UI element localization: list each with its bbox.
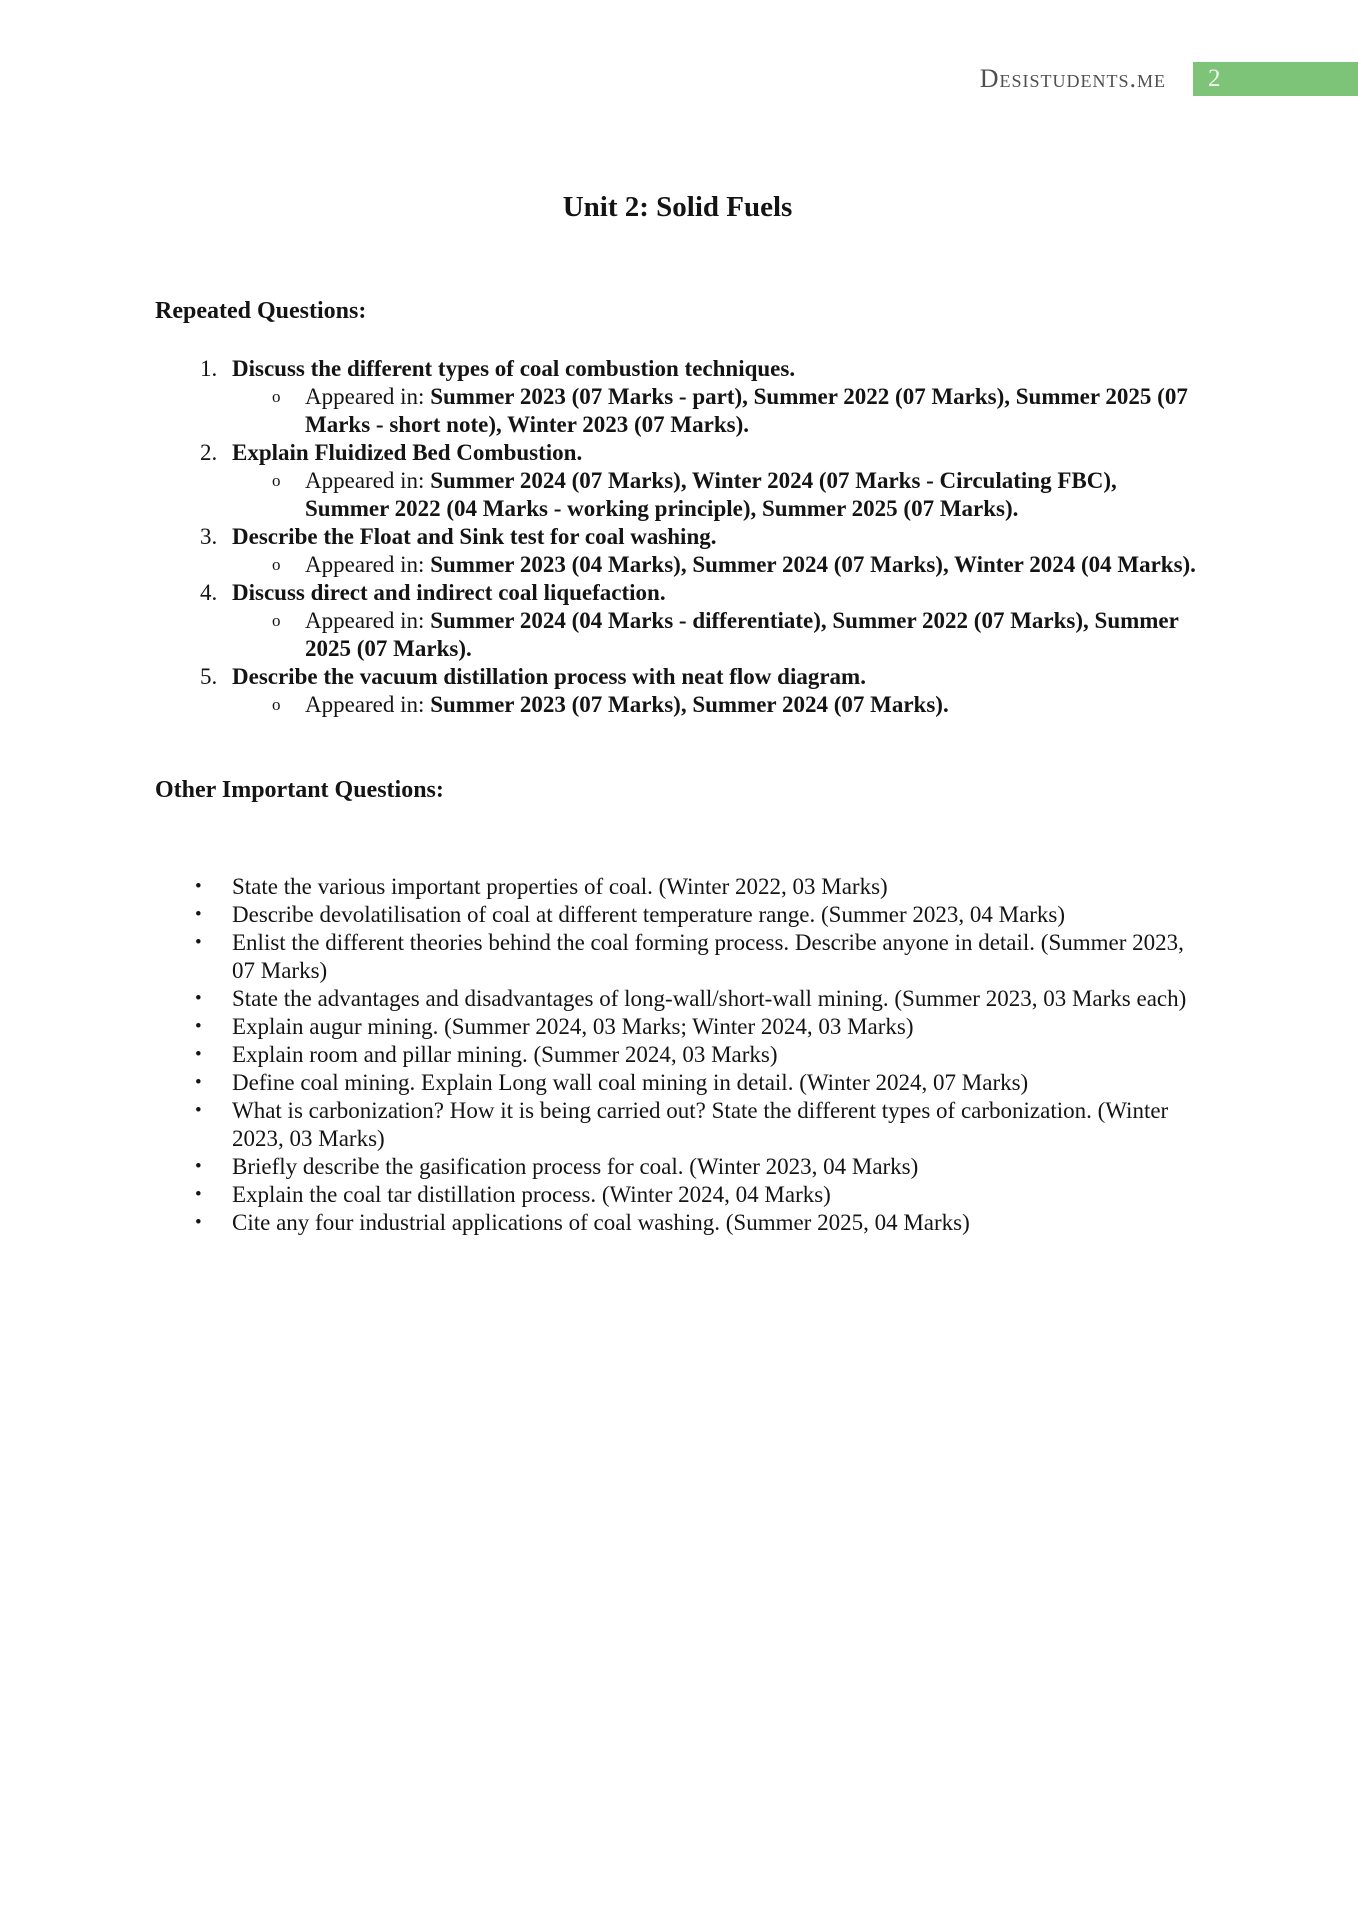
appeared-label: Appeared in:	[305, 692, 431, 717]
question-text: Discuss direct and indirect coal liquefaction.	[232, 580, 666, 605]
dot-bullet-icon: •	[195, 1044, 202, 1065]
other-question-item	[155, 901, 1200, 929]
other-questions-heading: Other Important Questions:	[155, 777, 444, 803]
repeated-question-item	[155, 579, 1200, 663]
appeared-line	[155, 383, 1200, 439]
appeared-label: Appeared in:	[305, 552, 431, 577]
appeared-line	[155, 467, 1200, 523]
question-line	[155, 439, 1200, 467]
appeared-detail	[305, 383, 1200, 439]
other-question-text: Enlist the different theories behind the coal forming process. Describe anyone in detail. (Summer 2023, 07 Marks)	[232, 930, 1184, 983]
dot-bullet-icon: •	[195, 1212, 202, 1233]
other-question-item	[155, 1069, 1200, 1097]
site-name: Desistudents.me	[979, 64, 1166, 93]
other-question-item	[155, 1041, 1200, 1069]
circle-bullet-icon: o	[272, 387, 281, 406]
other-question-item	[155, 1209, 1200, 1237]
question-text: Discuss the different types of coal combustion techniques.	[232, 356, 796, 381]
circle-bullet-icon: o	[272, 611, 281, 630]
appeared-detail	[305, 607, 1200, 663]
repeated-question-item	[155, 523, 1200, 579]
repeated-questions-list	[155, 355, 1200, 719]
repeated-questions-heading: Repeated Questions:	[155, 298, 367, 324]
dot-bullet-icon: •	[195, 988, 202, 1009]
repeated-question-item	[155, 355, 1200, 439]
appeared-label: Appeared in:	[305, 468, 431, 493]
dot-bullet-icon: •	[195, 1156, 202, 1177]
other-question-text: What is carbonization? How it is being carried out? State the different types of carbonization. (Winter 2023, 03 Marks)	[232, 1098, 1169, 1151]
other-question-item	[155, 1013, 1200, 1041]
dot-bullet-icon: •	[195, 932, 202, 953]
circle-bullet-icon: o	[272, 695, 281, 714]
question-number: 3.	[200, 524, 218, 549]
question-line	[155, 579, 1200, 607]
dot-bullet-icon: •	[195, 904, 202, 925]
other-question-item	[155, 873, 1200, 901]
other-question-text: State the advantages and disadvantages of long-wall/short-wall mining. (Summer 2023, 03 Marks each)	[232, 986, 1187, 1011]
circle-bullet-icon: o	[272, 471, 281, 490]
question-line	[155, 523, 1200, 551]
repeated-question-item	[155, 439, 1200, 523]
appeared-detail	[305, 551, 1200, 579]
other-question-text: Cite any four industrial applications of coal washing. (Summer 2025, 04 Marks)	[232, 1210, 970, 1235]
other-question-text: Explain the coal tar distillation process. (Winter 2024, 04 Marks)	[232, 1182, 831, 1207]
appeared-detail	[305, 467, 1200, 523]
other-question-item	[155, 1097, 1200, 1153]
other-question-text: State the various important properties of coal. (Winter 2022, 03 Marks)	[232, 874, 888, 899]
question-number: 1.	[200, 356, 218, 381]
other-question-item	[155, 985, 1200, 1013]
other-questions-list	[155, 873, 1200, 1237]
question-number: 2.	[200, 440, 218, 465]
document-body	[0, 190, 1358, 1237]
other-question-item	[155, 929, 1200, 985]
other-question-text: Define coal mining. Explain Long wall coal mining in detail. (Winter 2024, 07 Marks)	[232, 1070, 1029, 1095]
dot-bullet-icon: •	[195, 1184, 202, 1205]
appeared-sessions: Summer 2023 (04 Marks), Summer 2024 (07 Marks), Winter 2024 (04 Marks).	[430, 552, 1196, 577]
page-number-badge	[1193, 62, 1358, 96]
appeared-sessions: Summer 2024 (07 Marks), Winter 2024 (07 Marks - Circulating FBC), Summer 2022 (04 Marks - working principle), Summer 2025 (07 Marks).	[305, 468, 1117, 521]
appeared-label: Appeared in:	[305, 384, 431, 409]
question-line	[155, 663, 1200, 691]
other-question-text: Describe devolatilisation of coal at different temperature range. (Summer 2023, 04 Marks)	[232, 902, 1066, 927]
other-question-item	[155, 1153, 1200, 1181]
appeared-line	[155, 551, 1200, 579]
appeared-line	[155, 691, 1200, 719]
dot-bullet-icon: •	[195, 1016, 202, 1037]
question-text: Describe the Float and Sink test for coal washing.	[232, 524, 717, 549]
circle-bullet-icon: o	[272, 555, 281, 574]
appeared-sessions: Summer 2024 (04 Marks - differentiate), Summer 2022 (07 Marks), Summer 2025 (07 Marks).	[305, 608, 1179, 661]
page-number: 2	[1208, 65, 1221, 92]
appeared-line	[155, 607, 1200, 663]
other-question-text: Explain room and pillar mining. (Summer 2024, 03 Marks)	[232, 1042, 778, 1067]
appeared-sessions: Summer 2023 (07 Marks), Summer 2024 (07 Marks).	[430, 692, 949, 717]
appeared-detail	[305, 691, 1200, 719]
question-text: Explain Fluidized Bed Combustion.	[232, 440, 583, 465]
dot-bullet-icon: •	[195, 1072, 202, 1093]
question-number: 5.	[200, 664, 218, 689]
dot-bullet-icon: •	[195, 1100, 202, 1121]
other-question-item	[155, 1181, 1200, 1209]
page-header	[980, 62, 1358, 96]
other-question-text: Briefly describe the gasification process for coal. (Winter 2023, 04 Marks)	[232, 1154, 919, 1179]
appeared-label: Appeared in:	[305, 608, 431, 633]
question-text: Describe the vacuum distillation process with neat flow diagram.	[232, 664, 866, 689]
other-question-text: Explain augur mining. (Summer 2024, 03 Marks; Winter 2024, 03 Marks)	[232, 1014, 914, 1039]
repeated-question-item	[155, 663, 1200, 719]
question-number: 4.	[200, 580, 218, 605]
appeared-sessions: Summer 2023 (07 Marks - part), Summer 2022 (07 Marks), Summer 2025 (07 Marks - short note), Winter 2023 (07 Marks).	[305, 384, 1188, 437]
document-title: Unit 2: Solid Fuels	[562, 191, 793, 223]
dot-bullet-icon: •	[195, 876, 202, 897]
question-line	[155, 355, 1200, 383]
